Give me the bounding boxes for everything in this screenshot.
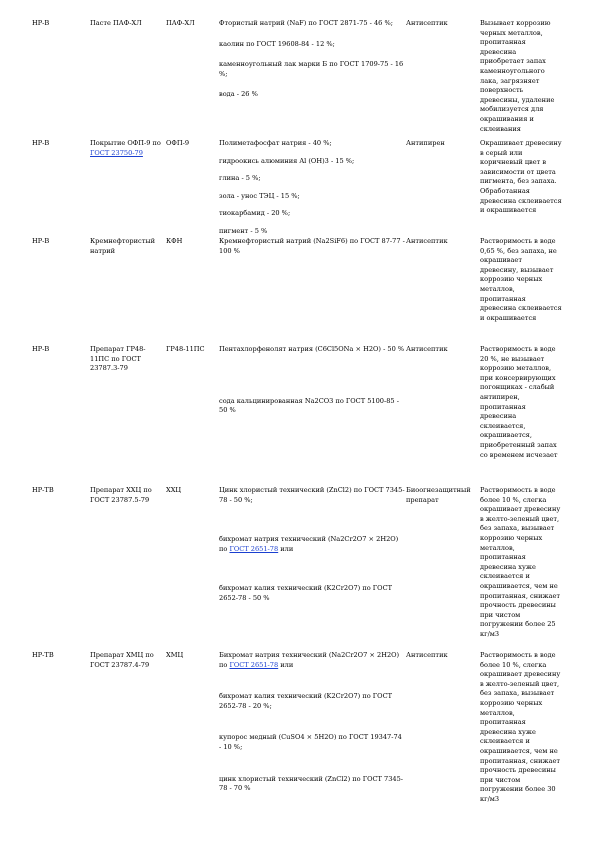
composition-line: вода - 26 % xyxy=(219,90,258,99)
row-name: Кремнефтористый натрий xyxy=(90,237,156,255)
composition-line: каолин по ГОСТ 19608-84 - 12 %; xyxy=(219,39,335,48)
composition-line: бихромат натрия технический (Na2Cr2O7 × 2H2O) по ГОСТ 2651-78 или xyxy=(219,535,399,553)
row-properties: Окрашивает древесину в серый или коричневый цвет в зависимости от цвета пигмента, без запаха. Обработанная древесина склеивается и окрашивается xyxy=(480,139,562,215)
row-properties: Растворимость в воде более 10 %, слегка окрашивает древесину в желто-зеленый цвет, без запаха, вызывает коррозию черных металлов, пропитанная древесина хуже склеивается и окрашивается, чем не пропитанная, снижает прочность древесины при чистом погружении более 25 кг/м3 xyxy=(480,486,561,638)
composition-line: Бихромат натрия технический (Na2Cr2O7 × 2H2O) по ГОСТ 2651-78 или xyxy=(219,651,400,669)
row-composition xyxy=(219,139,405,237)
row-abbr: ХМЦ xyxy=(166,651,184,659)
row-composition xyxy=(219,19,405,100)
composition-line: тиокарбамид - 20 %; xyxy=(219,209,291,218)
composition-line: сода кальцинированная Na2CO3 по ГОСТ 5100-85 - 50 % xyxy=(219,396,399,415)
row-purpose: Антисептик xyxy=(406,651,448,659)
row-name: Пасте ПАФ-ХЛ xyxy=(90,19,142,27)
composition-line: гидроокись алюминия Al (OH)3 - 15 %; xyxy=(219,156,355,165)
row-abbr: ОФП-9 xyxy=(166,139,190,147)
gost-link[interactable]: ГОСТ 2651-78 xyxy=(229,544,279,553)
row-name: Покрытие ОФП-9 по ГОСТ 23750-79 xyxy=(90,139,161,157)
row-code: НР-ТВ xyxy=(32,651,54,659)
row-code: НР-ТВ xyxy=(32,486,54,494)
composition-line: зола - унос ТЭЦ - 15 %; xyxy=(219,191,300,200)
row-abbr: ГР48-11ПС xyxy=(166,345,205,353)
row-code: НР-В xyxy=(32,19,50,27)
row-purpose: Антипирен xyxy=(406,139,445,147)
gost-link[interactable]: ГОСТ 23750-79 xyxy=(90,148,143,157)
composition-line: купорос медный (CuSO4 × 5H2O) по ГОСТ 19347-74 - 10 %; xyxy=(219,733,402,751)
row-code: НР-В xyxy=(32,237,50,245)
row-composition xyxy=(219,486,405,604)
row-composition xyxy=(219,237,405,256)
row-name: Препарат ХМЦ по ГОСТ 23787.4-79 xyxy=(90,651,154,669)
row-purpose: Биоогнезащитный препарат xyxy=(406,486,471,504)
composition-line: Фтористый натрий (NaF) по ГОСТ 2871-75 - 46 %; xyxy=(219,19,393,27)
row-name: Препарат ГР48-11ПС по ГОСТ 23787.3-79 xyxy=(90,345,146,373)
composition-line: бихромат калия технический (K2Cr2O7) по ГОСТ 2652-78 - 50 % xyxy=(219,584,393,602)
row-abbr: КФН xyxy=(166,237,183,245)
composition-line: глина - 5 %; xyxy=(219,174,261,183)
row-properties: Вызывает коррозию черных металлов, пропитанная древесина приобретает запах каменноугольного лака, загрязняет поверхность древесины, удаление мобилизуется для окрашивания и склеивания xyxy=(480,19,555,133)
row-abbr: ПАФ-ХЛ xyxy=(166,19,195,27)
composition-line: Полиметафосфат натрия - 40 %; xyxy=(219,139,332,147)
gost-link[interactable]: ГОСТ 2651-78 xyxy=(229,660,279,669)
composition-line: Пентахлорфенолят натрия (C6Cl5ONa × H2O) - 50 % xyxy=(219,345,405,353)
row-composition xyxy=(219,651,405,794)
composition-line: бихромат калия технический (K2Cr2O7) по ГОСТ 2652-78 - 20 %; xyxy=(219,692,393,710)
row-name: Препарат ХХЦ по ГОСТ 23787.5-79 xyxy=(90,486,152,504)
row-composition xyxy=(219,345,405,416)
row-purpose: Антисептик xyxy=(406,345,448,353)
row-abbr: ХХЦ xyxy=(166,486,182,494)
row-purpose: Антисептик xyxy=(406,19,448,27)
composition-line: цинк хлористый технический (ZnCl2) по ГОСТ 7345-78 - 70 % xyxy=(219,774,404,793)
composition-line: Кремнефтористый натрий (Na2SiF6) по ГОСТ 87-77 - 100 % xyxy=(219,237,405,255)
row-properties: Растворимость в воде 20 %, не вызывает коррозию металлов, при консервирующих погонщиках - слабый антипирен, пропитанная древесина склеивается, окрашивается, приобретенный запах со временем исчезает xyxy=(480,345,558,459)
composition-line: каменноугольный лак марки Б по ГОСТ 1709-75 - 16 %; xyxy=(219,60,404,78)
row-purpose: Антисептик xyxy=(406,237,448,245)
row-properties: Растворимость в воде 0,65 %, без запаха, не окрашивает древесину, вызывает коррозию черных металлов, пропитанная древесина склеивается и окрашивается xyxy=(480,237,562,322)
row-code: НР-В xyxy=(32,345,50,353)
row-properties: Растворимость в воде более 10 %, слегка окрашивает древесину в желто-зеленый цвет, без запаха, вызывает коррозию черных металлов, пропитанная древесина хуже склеивается и окрашивается, чем не пропитанная, снижает прочность древесины при чистом погружении более 30 кг/м3 xyxy=(480,651,561,803)
composition-line: Цинк хлористый технический (ZnCl2) по ГОСТ 7345-78 - 50 %; xyxy=(219,486,405,504)
row-code: НР-В xyxy=(32,139,50,147)
composition-line: пигмент - 5 % xyxy=(219,226,268,235)
